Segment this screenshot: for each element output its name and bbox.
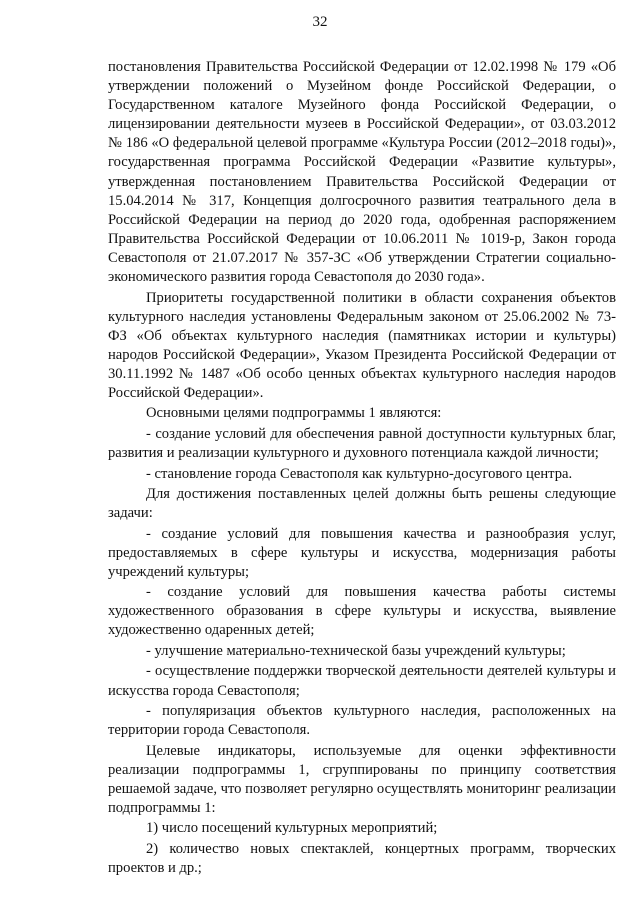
- paragraph-indicators-intro: Целевые индикаторы, используемые для оценки эффективности реализации подпрограммы 1, сгруппированы по принципу соответствия решаемой задаче, что позволяет регулярно осуществлять мониторинг реализации подпрограммы 1:: [108, 742, 616, 816]
- goal-item-2: - становление города Севастополя как культурно-досугового центра.: [146, 465, 573, 482]
- paragraph-goals-intro: Основными целями подпрограммы 1 являются:: [146, 405, 442, 422]
- indicator-item-2: 2) количество новых спектаклей, концертных программ, творческих проектов и др.;: [108, 840, 616, 876]
- task-item-3: - улучшение материально-технической базы учреждений культуры;: [146, 642, 566, 659]
- task-item-4: - осуществление поддержки творческой деятельности деятелей культуры и искусства города Севастополя;: [108, 663, 616, 699]
- task-item-2: - создание условий для повышения качества работы системы художественного образования в сфере культуры и искусства, выявление художественно одаренных детей;: [108, 584, 616, 639]
- goal-item-1: - создание условий для обеспечения равной доступности культурных благ, развития и реализации культурного и духовного потенциала каждой личности;: [108, 425, 616, 462]
- paragraph-legal-basis-continued: постановления Правительства Российской Федерации от 12.02.1998 № 179 «Об утверждении положений о Музейном фонде Российской Федерации, о Государственном каталоге Музейного фонда Российской Федерации, о лицензировании деятельности музеев в Российской Федерации», от 03.03.2012 № 186 «О федеральной целевой программе «Культура России (2012–2018 годы)», государственная программа Российской Федерации «Развитие культуры», утвержденная постановлением Правительства Российской Федерации от 15.04.2014 № 317, Концепция долгосрочного развития театрального дела в Российской Федерации на период до 2020 года, одобренная распоряжением Правительства Российской Федерации от 10.06.2011 № 1019-р, Закон города Севастополя от 21.07.2017 № 357-ЗС «Об утверждении Стратегии социально-экономического развития города Севастополя до 2030 года».: [108, 59, 616, 286]
- document-body: [108, 58, 616, 879]
- page-number: 32: [312, 14, 328, 30]
- task-item-5: - популяризация объектов культурного наследия, расположенных на территории города Севастополя.: [108, 703, 616, 739]
- task-item-1: - создание условий для повышения качества и разнообразия услуг, предоставляемых в сфере культуры и искусства, модернизация работы учреждений культуры;: [108, 525, 616, 580]
- paragraph-tasks-intro: Для достижения поставленных целей должны быть решены следующие задачи:: [108, 486, 616, 522]
- indicator-item-1: 1) число посещений культурных мероприятий;: [146, 820, 438, 837]
- paragraph-heritage-priorities: Приоритеты государственной политики в области сохранения объектов культурного наследия установлены Федеральным законом от 25.06.2002 № 73-ФЗ «Об объектах культурного наследия (памятниках истории и культуры) народов Российской Федерации», Указом Президента Российской Федерации от 30.11.1992 № 1487 «Об особо ценных объектах культурного наследия народов Российской Федерации».: [108, 289, 616, 401]
